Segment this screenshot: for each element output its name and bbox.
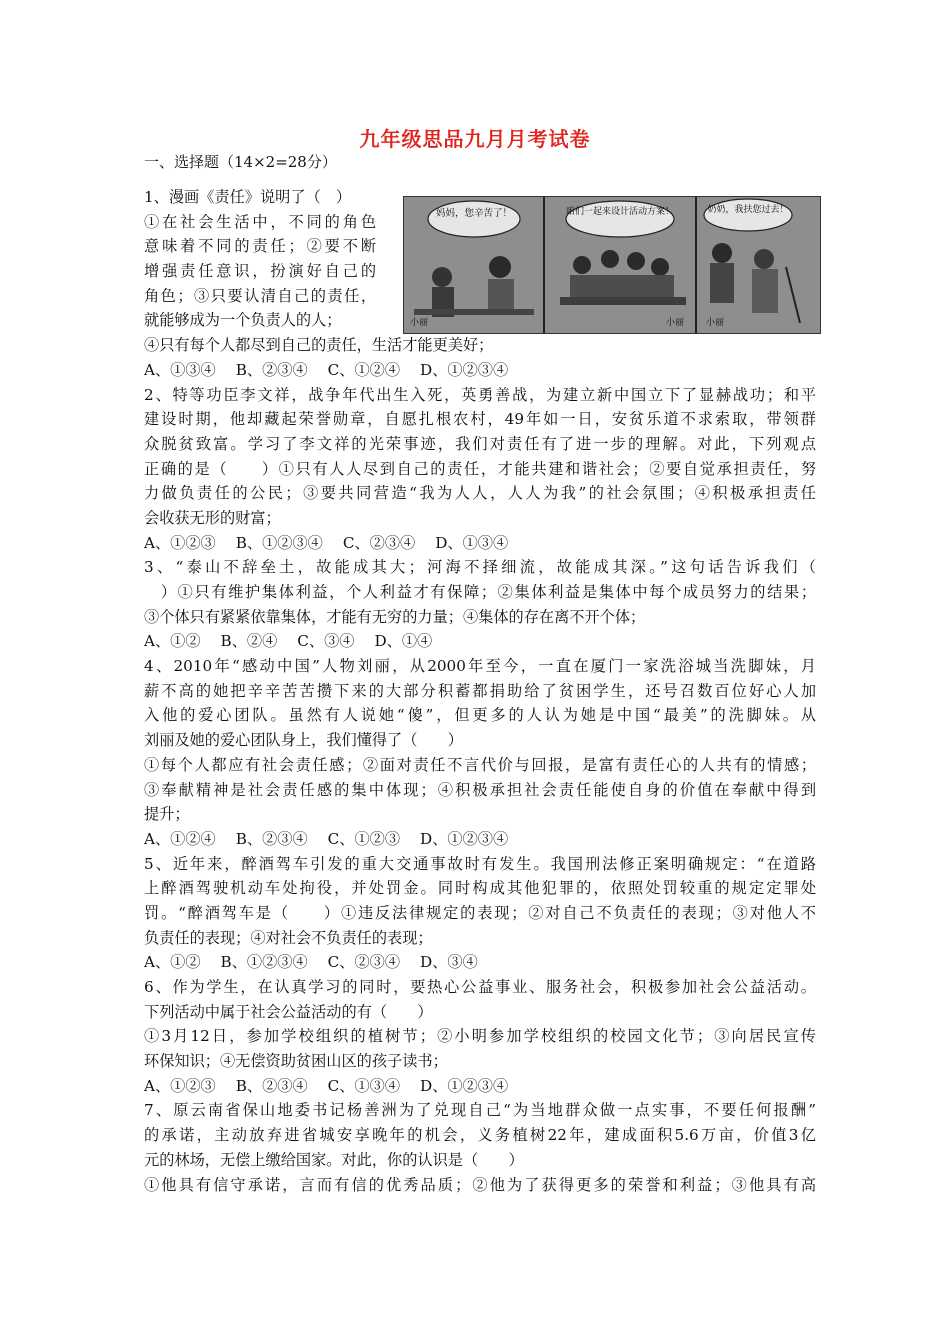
text-line: 提升； — [144, 805, 190, 824]
text-line: 负责任的表现；④对社会不负责任的表现； — [144, 928, 433, 947]
q1-options: A、①③④ B、②③④ C、①②④ D、①②③④ — [144, 360, 509, 379]
text-line: 薪不高的她把辛辛苦苦攒下来的大部分积蓄都捐助给了贫困学生，还号召数百位好心人加 — [144, 681, 816, 700]
answer-options: A、①②③ B、①②③④ C、②③④ D、①③④ — [144, 533, 509, 552]
text-line: 刘丽及她的爱心团队身上，我们懂得了（ ） — [144, 731, 463, 750]
text-line: 正确的是（ ）①只有人人尽到自己的责任，才能共建和谐社会；②要自觉承担责任，努 — [144, 459, 816, 478]
text-line: 上醉酒驾驶机动车处拘役，并处罚金。同时构成其他犯罪的，依照处罚较重的规定定罪处 — [144, 879, 816, 898]
q1-wrapped-line: 角色；③只要认清自己的责任， — [144, 286, 376, 305]
text-line: 6、作为学生，在认真学习的同时，要热心公益事业、服务社会，积极参加社会公益活动。 — [144, 978, 816, 996]
page-title: 九年级思品九月月考试卷 — [359, 127, 591, 151]
text-line: 元的林场，无偿上缴给国家。对此，你的认识是（ ） — [144, 1150, 524, 1169]
text-line: 2、特等功臣李文祥，战争年代出生入死，英勇善战，为建立新中国立下了显赫战功；和平 — [144, 385, 816, 404]
text-line: 罚。“醉酒驾车是（ ）①违反法律规定的表现；②对自己不负责任的表现；③对他人不 — [144, 903, 816, 922]
text-line: 7、原云南省保山地委书记杨善洲为了兑现自己“为当地群众做一点实事，不要任何报酬” — [144, 1101, 816, 1120]
text-line: ①3月12日，参加学校组织的植树节；②小明参加学校组织的校园文化节；③向居民宣传 — [144, 1027, 816, 1046]
text-line: ①他具有信守承诺，言而有信的优秀品质；②他为了获得更多的荣誉和利益；③他具有高 — [144, 1175, 816, 1194]
q1-wrapped-line: 意味着不同的责任；②要不断 — [144, 237, 376, 256]
comic-bubble-1: 妈妈，您辛苦了！ — [435, 208, 513, 219]
answer-options: A、①②④ B、②③④ C、①②③ D、①②③④ — [144, 829, 509, 848]
comic-name-label-3: 小丽 — [706, 318, 725, 328]
comic-bubble-2: 咱们一起来设计活动方案！ — [565, 207, 675, 217]
exam-content — [144, 185, 816, 1197]
comic-name-label-2: 小丽 — [666, 318, 685, 328]
text-line: 4、2010年“感动中国”人物刘丽，从2000年至今，一直在厦门一家洗浴城当洗脚妹，月 — [144, 657, 816, 676]
q1-wrapped-line: 就能够成为一个负责人的人； — [144, 311, 342, 330]
text-line: ）①只有维护集体利益，个人利益才有保障；②集体利益是集体中每个成员努力的结果； — [144, 583, 816, 601]
answer-options: A、①②③ B、②③④ C、①③④ D、①②③④ — [144, 1076, 509, 1095]
q1-line: ④只有每个人都尽到自己的责任，生活才能更美好； — [144, 336, 494, 355]
text-line: 下列活动中属于社会公益活动的有（ ） — [144, 1002, 433, 1021]
q1-wrapped-line: 增强责任意识，扮演好自己的 — [144, 262, 376, 281]
comic-bubble-3: 奶奶，我扶您过去！ — [707, 205, 789, 215]
text-line: 会收获无形的财富； — [144, 508, 281, 527]
q1-wrapped-line: ①在社会生活中，不同的角色 — [144, 212, 376, 231]
text-line: ③个体只有紧紧依靠集体，才能有无穷的力量；④集体的存在离不开个体； — [144, 607, 646, 626]
answer-options: A、①② B、①②③④ C、②③④ D、③④ — [144, 953, 478, 972]
answer-options: A、①② B、②④ C、③④ D、①④ — [144, 632, 433, 651]
text-line: 入他的爱心团队。虽然有人说她“傻”，但更多的人认为她是中国“最美”的洗脚妹。从 — [144, 706, 816, 725]
comic-name-label-1: 小丽 — [410, 318, 429, 328]
text-line: ①每个人都应有社会责任感；②面对责任不言代价与回报，是富有责任心的人共有的情感； — [144, 755, 816, 774]
text-line: 5、近年来，醉酒驾车引发的重大交通事故时有发生。我国刑法修正案明确规定：“在道路 — [144, 854, 816, 873]
section-heading: 一、选择题（14×2=28分） — [144, 153, 337, 171]
text-line: 众脱贫致富。学习了李文祥的光荣事迹，我们对责任有了进一步的理解。对此，下列观点 — [144, 434, 816, 453]
q1-wrapped-line: 1、漫画《责任》说明了（ ） — [144, 188, 352, 206]
text-line: 力做负责任的公民；③要共同营造“我为人人，人人为我”的社会氛围；④积极承担责任 — [144, 484, 816, 503]
text-line: 环保知识；④无偿资助贫困山区的孩子读书； — [144, 1052, 448, 1071]
text-line: 3、“泰山不辞垒土，故能成其大；河海不择细流，故能成其深。”这句话告诉我们（ — [144, 558, 816, 577]
text-line: 建设时期，他却藏起荣誉勋章，自愿扎根农村，49年如一日，安贫乐道不求索取，带领群 — [144, 410, 816, 429]
text-line: 的承诺，主动放弃进省城安享晚年的机会，义务植树22年，建成面积5.6万亩，价值3亿 — [144, 1126, 816, 1145]
text-line: ③奉献精神是社会责任感的集中体现；④积极承担社会责任能使自身的价值在奉献中得到 — [144, 780, 816, 799]
